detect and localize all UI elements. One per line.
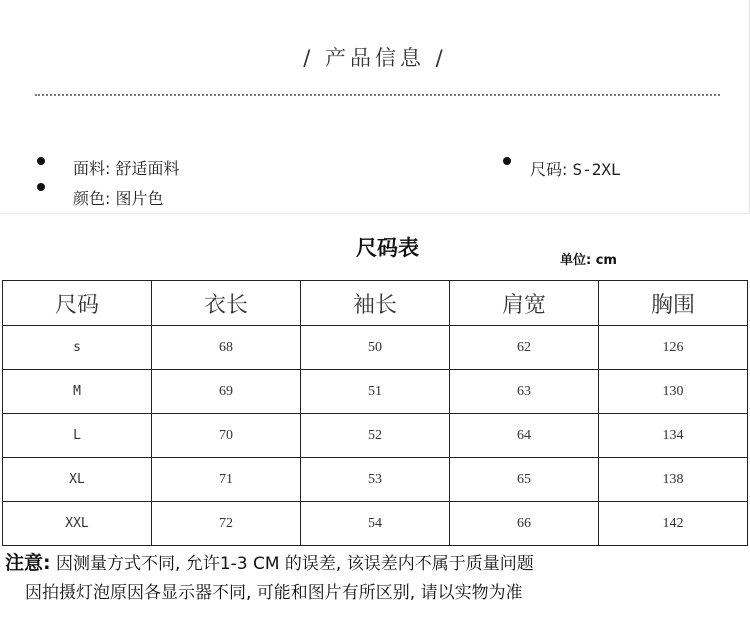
- notice-heading: 注意:: [5, 552, 51, 574]
- notice-text: 因测量方式不同, 允许1-3 CM 的误差, 该误差内不属于质量问题: [56, 554, 534, 574]
- attribute-value: 舒适面料: [115, 159, 180, 178]
- table-row: [3, 326, 748, 370]
- chest-cell: 134: [599, 414, 748, 458]
- chest-cell: 126: [599, 326, 748, 370]
- product-info-panel: [0, 0, 750, 213]
- chest-cell: 130: [599, 370, 748, 414]
- size-cell: M: [3, 370, 152, 414]
- bullet-icon: [503, 157, 511, 165]
- size-cell: L: [3, 414, 152, 458]
- attribute-fabric: [73, 156, 180, 179]
- shoulder-cell: 62: [450, 326, 599, 370]
- shoulder-cell: 66: [450, 502, 599, 546]
- column-header-length: 衣长: [152, 281, 301, 326]
- attribute-value: 图片色: [115, 189, 164, 208]
- size-cell: XXL: [3, 502, 152, 546]
- bullet-icon: [37, 157, 45, 165]
- table-row: [3, 414, 748, 458]
- size-cell: XL: [3, 458, 152, 502]
- length-cell: 71: [152, 458, 301, 502]
- product-info-title: / 产品信息 /: [303, 46, 447, 70]
- table-row: [3, 370, 748, 414]
- shoulder-cell: 63: [450, 370, 599, 414]
- sleeve-cell: 51: [301, 370, 450, 414]
- length-cell: 68: [152, 326, 301, 370]
- notice-line: [5, 579, 747, 608]
- size-chart-table: [2, 280, 748, 546]
- attribute-color: [73, 186, 164, 209]
- attribute-label: 颜色:: [73, 189, 111, 208]
- sleeve-cell: 53: [301, 458, 450, 502]
- unit-note: 单位: cm: [560, 253, 617, 268]
- chest-cell: 138: [599, 458, 748, 502]
- size-cell: s: [3, 326, 152, 370]
- size-chart-title: 尺码表: [356, 236, 419, 260]
- attribute-value: S-2XL: [572, 160, 621, 179]
- sleeve-cell: 54: [301, 502, 450, 546]
- attribute-size: [530, 157, 621, 180]
- column-header-sleeve: 袖长: [301, 281, 450, 326]
- attribute-label: 尺码:: [530, 160, 568, 179]
- column-header-size: 尺码: [3, 281, 152, 326]
- attribute-label: 面料:: [73, 159, 111, 178]
- length-cell: 70: [152, 414, 301, 458]
- shoulder-cell: 64: [450, 414, 599, 458]
- column-header-shoulder: 肩宽: [450, 281, 599, 326]
- table-row: [3, 458, 748, 502]
- table-row: [3, 502, 748, 546]
- bullet-icon: [37, 183, 45, 191]
- sleeve-cell: 52: [301, 414, 450, 458]
- length-cell: 72: [152, 502, 301, 546]
- dotted-divider: [35, 94, 720, 96]
- table-header-row: [3, 281, 748, 326]
- length-cell: 69: [152, 370, 301, 414]
- section-divider: [0, 213, 750, 214]
- shoulder-cell: 65: [450, 458, 599, 502]
- chest-cell: 142: [599, 502, 748, 546]
- sleeve-cell: 50: [301, 326, 450, 370]
- column-header-chest: 胸围: [599, 281, 748, 326]
- notice-line: [5, 549, 747, 579]
- notice-block: [5, 549, 747, 608]
- notice-text: 因拍摄灯泡原因各显示器不同, 可能和图片有所区别, 请以实物为准: [25, 583, 523, 603]
